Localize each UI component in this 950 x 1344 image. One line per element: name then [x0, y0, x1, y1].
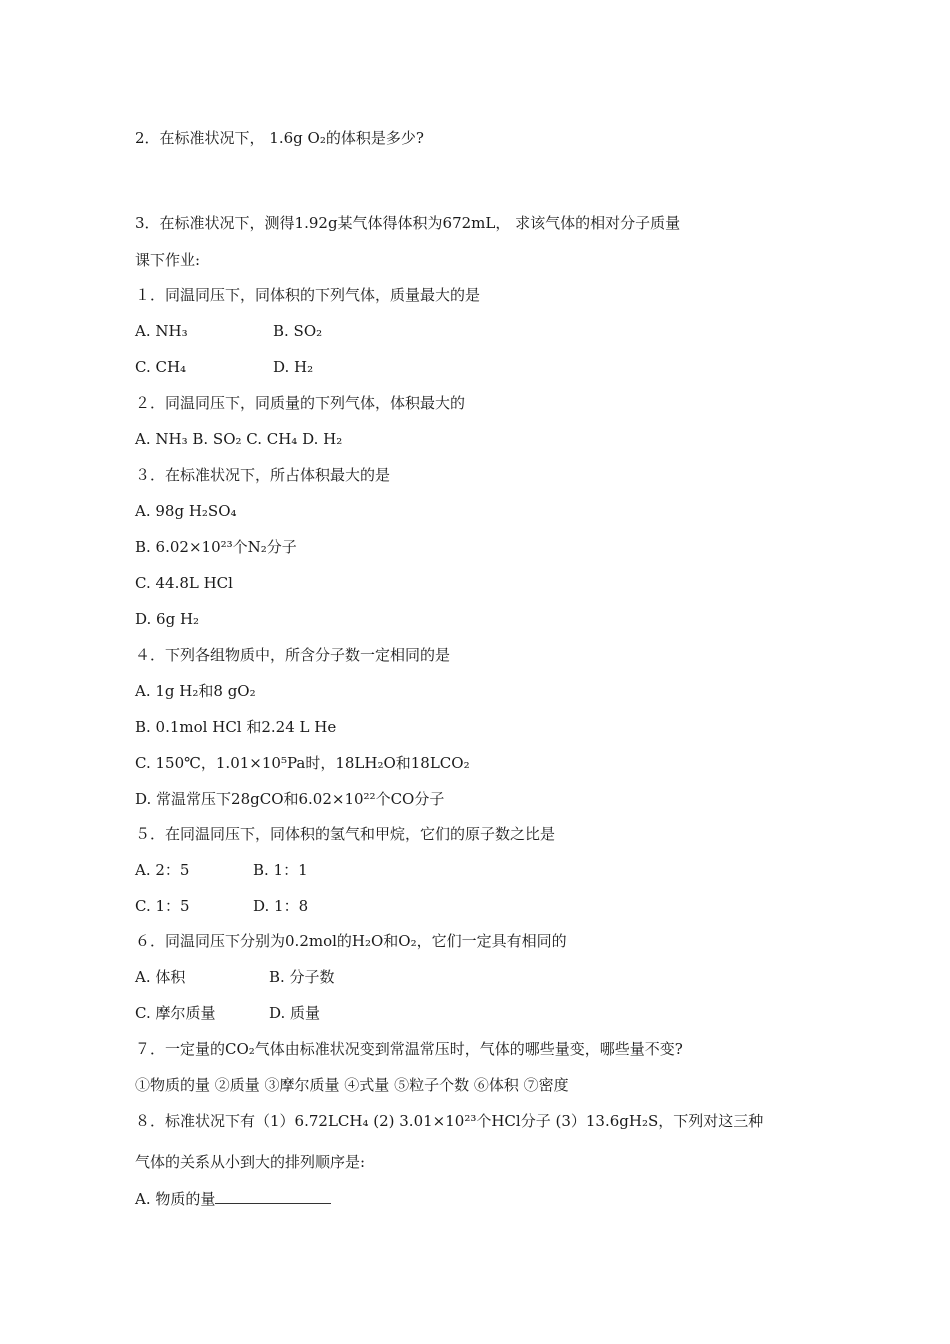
option-d: D. 1：8: [253, 897, 309, 915]
hw-question-2: ２．同温同压下，同质量的下列气体，体积最大的: [135, 394, 466, 412]
question-2: 2．在标准状况下， 1.6g O₂的体积是多少?: [135, 129, 424, 147]
hw-q2-options: A. NH₃ B. SO₂ C. CH₄ D. H₂: [135, 430, 343, 448]
option-a: A. 体积: [135, 968, 186, 986]
option-c: C. 摩尔质量: [135, 1004, 216, 1022]
hw-question-1: １．同温同压下，同体积的下列气体，质量最大的是: [135, 286, 481, 304]
hw-q6-options-row-1: [135, 967, 335, 987]
hw-q1-options-row-1: [135, 321, 322, 341]
answer-blank[interactable]: [215, 1189, 331, 1204]
question-3: 3．在标准状况下，测得1.92g某气体得体积为672mL， 求该气体的相对分子质量: [135, 214, 681, 232]
option-c: C. CH₄: [135, 358, 187, 376]
hw-q3-option-b: B. 6.02×10²³个N₂分子: [135, 538, 297, 556]
hw-q3-option-d: D. 6g H₂: [135, 610, 200, 628]
part-a-label: A. 物质的量: [135, 1190, 216, 1208]
option-d: D. H₂: [273, 358, 314, 376]
hw-q7-items: ①物质的量 ②质量 ③摩尔质量 ④式量 ⑤粒子个数 ⑥体积 ⑦密度: [135, 1076, 569, 1094]
hw-q5-options-row-2: [135, 896, 308, 916]
hw-q3-option-a: A. 98g H₂SO₄: [135, 502, 237, 520]
hw-q6-options-row-2: [135, 1003, 320, 1023]
hw-q4-option-a: A. 1g H₂和8 gO₂: [135, 682, 256, 700]
hw-q8-stem-continued: 气体的关系从小到大的排列顺序是:: [135, 1153, 366, 1171]
option-b: B. 1：1: [253, 861, 308, 879]
hw-question-6: ６．同温同压下分别为0.2mol的H₂O和O₂，它们一定具有相同的: [135, 932, 567, 950]
hw-q4-option-d: D. 常温常压下28gCO和6.02×10²²个CO分子: [135, 790, 445, 808]
hw-question-3: ３．在标准状况下，所占体积最大的是: [135, 466, 391, 484]
option-d: D. 质量: [269, 1004, 321, 1022]
option-a: A. NH₃: [135, 322, 188, 340]
hw-q1-options-row-2: [135, 357, 313, 377]
hw-question-7: ７．一定量的CO₂气体由标准状况变到常温常压时，气体的哪些量变，哪些量不变?: [135, 1040, 683, 1058]
hw-q4-option-b: B. 0.1mol HCl 和2.24 L He: [135, 718, 337, 736]
hw-q5-options-row-1: [135, 860, 308, 880]
hw-q4-option-c: C. 150℃，1.01×10⁵Pa时，18LH₂O和18LCO₂: [135, 754, 470, 772]
option-b: B. 分子数: [269, 968, 335, 986]
hw-question-8: ８．标准状况下有（1）6.72LCH₄ (2) 3.01×10²³个HCl分子 (3）13.6gH₂S，下列对这三种: [135, 1112, 764, 1130]
option-b: B. SO₂: [273, 322, 323, 340]
hw-q3-option-c: C. 44.8L HCl: [135, 574, 233, 592]
option-a: A. 2：5: [135, 861, 190, 879]
hw-question-4: ４．下列各组物质中，所含分子数一定相同的是: [135, 646, 451, 664]
hw-question-5: ５．在同温同压下，同体积的氢气和甲烷，它们的原子数之比是: [135, 825, 556, 843]
homework-heading: 课下作业:: [135, 251, 201, 269]
hw-q8-part-a: [135, 1189, 331, 1209]
option-c: C. 1：5: [135, 897, 190, 915]
